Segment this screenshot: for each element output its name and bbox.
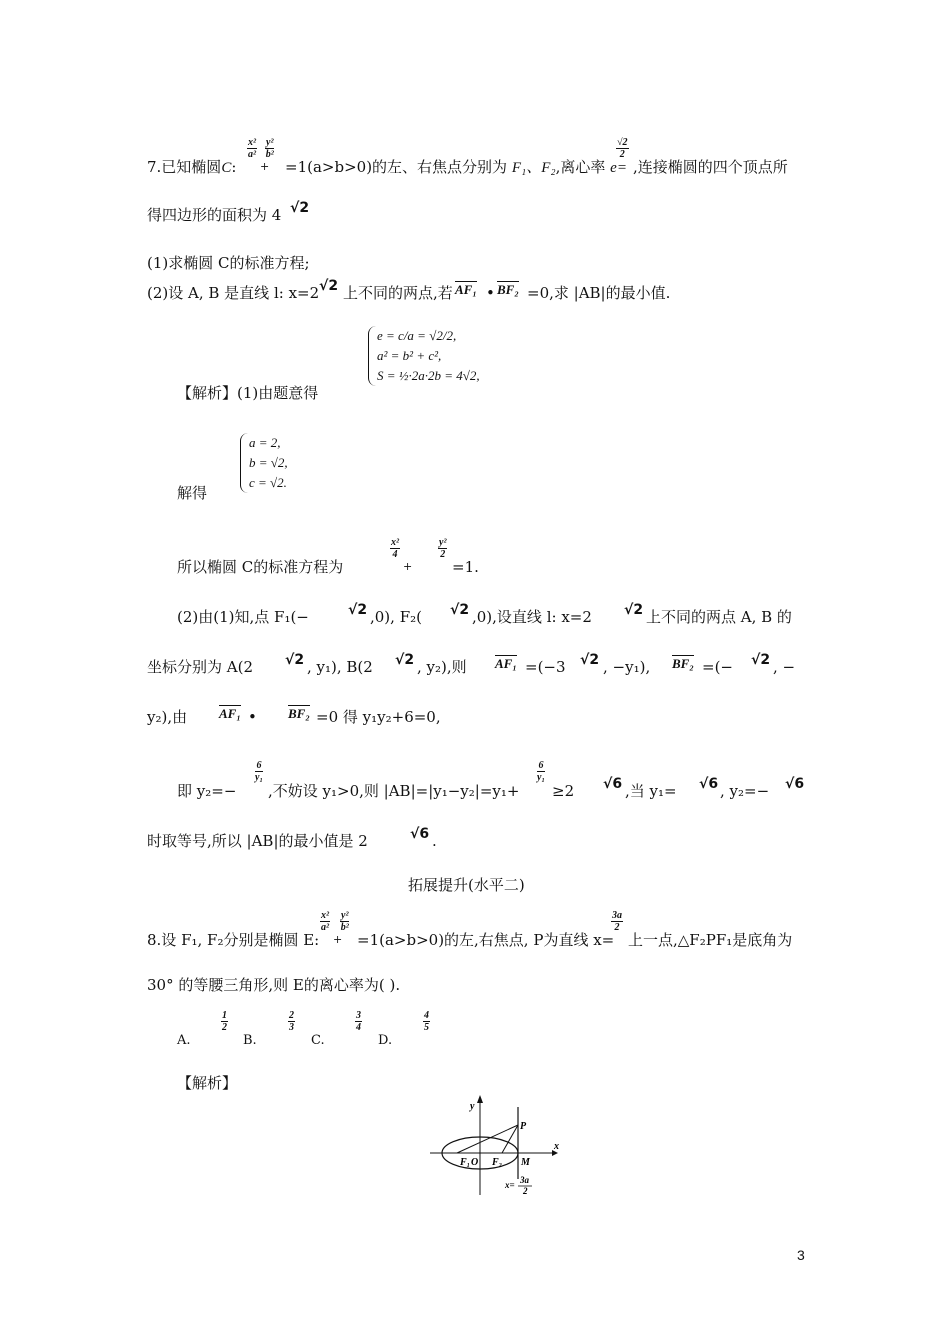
- frac-y2-b2: $\frac{\text{y²}}{\text{b²}}$: [340, 910, 349, 933]
- p2-line2-d: =(−3: [525, 658, 566, 676]
- page-number: 3: [797, 1247, 805, 1263]
- p2-line1-a: (2)由(1)知,点 F₁(−: [177, 608, 309, 626]
- option-a-label[interactable]: A.: [177, 1033, 191, 1048]
- option-c-label[interactable]: C.: [311, 1033, 325, 1048]
- frac-6-y1: $\frac{6}{\text{y₁}}$: [255, 760, 263, 783]
- sqrt2: √2: [751, 652, 771, 668]
- p2-line1-d: 上不同的两点 A, B 的: [646, 608, 792, 626]
- sqrt6: √6: [603, 776, 623, 792]
- frac-3a-2: $\frac{3a}{2}$: [612, 910, 622, 933]
- p2-line2-c: , y₂),则: [417, 658, 467, 676]
- p2-line3-a: y₂),由: [147, 708, 188, 726]
- plus-sign: +: [403, 560, 413, 573]
- origin-label: O: [471, 1157, 479, 1168]
- sqrt2: √2: [285, 652, 305, 668]
- p2-line4-b: ,不妨设 y₁>0,则 |AB|=|y₁−y₂|=y₁+: [268, 782, 520, 800]
- ellipse-figure: [430, 1095, 570, 1209]
- sqrt2: √2: [395, 652, 415, 668]
- p2-line4-a: 即 y₂=−: [177, 782, 237, 800]
- p2-line2-e: , −y₁),: [603, 658, 651, 676]
- p2-line1-b: ,0), F₂(: [370, 608, 422, 626]
- problem8-analysis-label: 【解析】: [177, 1074, 238, 1092]
- option-a-fraction: $\frac{1}{2}$: [222, 1010, 227, 1033]
- plus-sign: +: [260, 160, 270, 173]
- sqrt2: √2: [624, 602, 644, 618]
- sqrt2: √2: [290, 200, 310, 216]
- vector-AF1: AF₁: [219, 706, 241, 721]
- p2-line4-c: ≥2: [552, 782, 575, 800]
- dot: •: [486, 284, 495, 302]
- segment-F1P: [457, 1125, 518, 1153]
- problem8-line2: 30° 的等腰三角形,则 E的离心率为( ).: [147, 976, 401, 994]
- sqrt2: √2: [580, 652, 600, 668]
- section-title: 拓展提升(水平二): [408, 876, 525, 894]
- solve-label: 解得: [177, 484, 208, 502]
- p2-line2-b: , y₁), B(2: [307, 658, 373, 676]
- frac-y2-b2: $\frac{\text{y²}}{\text{b²}}$: [265, 137, 274, 160]
- problem7-part1: (1)求椭圆 C的标准方程;: [147, 254, 310, 272]
- frac-sqrt2-2: $\frac{√2}{2}$: [617, 137, 628, 160]
- plus-sign: +: [333, 933, 343, 946]
- frac-y2-2: $\frac{\text{y²}}{2}$: [439, 537, 447, 560]
- p2-line4-e: , y₂=−: [720, 782, 770, 800]
- line-label-den: 2: [523, 1186, 528, 1196]
- line-label-x: x=: [505, 1180, 515, 1190]
- problem7-line1-end: ,连接椭圆的四个顶点所: [633, 158, 788, 176]
- equals-one: =1.: [452, 558, 479, 576]
- p2-line2-f: =(−: [702, 658, 733, 676]
- p2-line5-b: .: [432, 832, 437, 850]
- point-M-label: M: [521, 1157, 530, 1168]
- point-F2-label: F₂: [492, 1157, 503, 1168]
- point-P-label: P: [520, 1121, 527, 1132]
- problem8-line1-c: 上一点,△F₂PF₁是底角为: [628, 931, 793, 949]
- p2-line3-b: =0 得 y₁y₂+6=0,: [316, 708, 441, 726]
- problem7-part2-c: =0,求 |AB|的最小值.: [527, 284, 671, 302]
- solution7-label: 【解析】(1)由题意得: [177, 384, 319, 402]
- option-b-label[interactable]: B.: [243, 1033, 257, 1048]
- p2-line4-d: ,当 y₁=: [625, 782, 677, 800]
- problem7-part2: (2)设 A, B 是直线 l: x=2: [147, 284, 320, 302]
- option-c-fraction: $\frac{3}{4}$: [356, 1010, 361, 1033]
- problem7-part2-b: 上不同的两点,若: [343, 284, 453, 302]
- vector-BF2: BF₂: [672, 656, 694, 671]
- sqrt2: √2: [319, 278, 339, 294]
- frac-x2-a2: $\frac{\text{x²}}{\text{a²}}$: [248, 137, 256, 160]
- dot: •: [248, 708, 257, 726]
- p2-line2-a: 坐标分别为 A(2: [147, 658, 253, 676]
- system-equations-2: a = 2, b = √2, c = √2.: [240, 433, 288, 493]
- frac-6-y1: $\frac{6}{\text{y₁}}$: [537, 760, 545, 783]
- problem7-line1-rest: =1(a>b>0)的左、右焦点分别为 F₁、F₂,离心率 e=: [285, 158, 627, 176]
- sqrt6: √6: [699, 776, 719, 792]
- point-F1-label: F₁: [460, 1157, 471, 1168]
- line-label-num: 3a: [520, 1175, 529, 1185]
- x-axis-label: x: [554, 1141, 559, 1152]
- frac-x2-a2: $\frac{\text{x²}}{\text{a²}}$: [321, 910, 329, 933]
- vector-BF2: BF₂: [497, 282, 519, 297]
- sqrt2: √2: [348, 602, 368, 618]
- vector-AF1: AF₁: [455, 282, 477, 297]
- y-axis-label: y: [470, 1101, 475, 1112]
- p2-line1-c: ,0),设直线 l: x=2: [472, 608, 592, 626]
- problem8-line1-a: 8.设 F₁, F₂分别是椭圆 E:: [147, 931, 320, 949]
- sqrt2: √2: [450, 602, 470, 618]
- option-b-fraction: $\frac{2}{3}$: [289, 1010, 294, 1033]
- sqrt6: √6: [785, 776, 805, 792]
- option-d-fraction: $\frac{4}{5}$: [424, 1010, 429, 1033]
- frac-x2-4: $\frac{\text{x²}}{4}$: [391, 537, 399, 560]
- p2-line5-a: 时取等号,所以 |AB|的最小值是 2: [147, 832, 368, 850]
- p2-line2-g: , −: [773, 658, 796, 676]
- problem7-line1: 7.已知椭圆C:: [147, 158, 237, 176]
- sqrt6: √6: [410, 826, 430, 842]
- ellipse-diagram: [430, 1095, 570, 1205]
- option-d-label[interactable]: D.: [378, 1033, 393, 1048]
- problem7-line2: 得四边形的面积为 4: [147, 206, 282, 224]
- vector-AF1: AF₁: [495, 656, 517, 671]
- y-axis-arrow: [477, 1095, 483, 1103]
- problem8-line1-b: =1(a>b>0)的左,右焦点, P为直线 x=: [357, 931, 615, 949]
- vector-BF2: BF₂: [288, 706, 310, 721]
- system-equations-1: e = c/a = √2/2, a² = b² + c², S = ½·2a·2b = 4√2,: [368, 326, 480, 386]
- standard-equation-label: 所以椭圆 C的标准方程为: [177, 558, 344, 576]
